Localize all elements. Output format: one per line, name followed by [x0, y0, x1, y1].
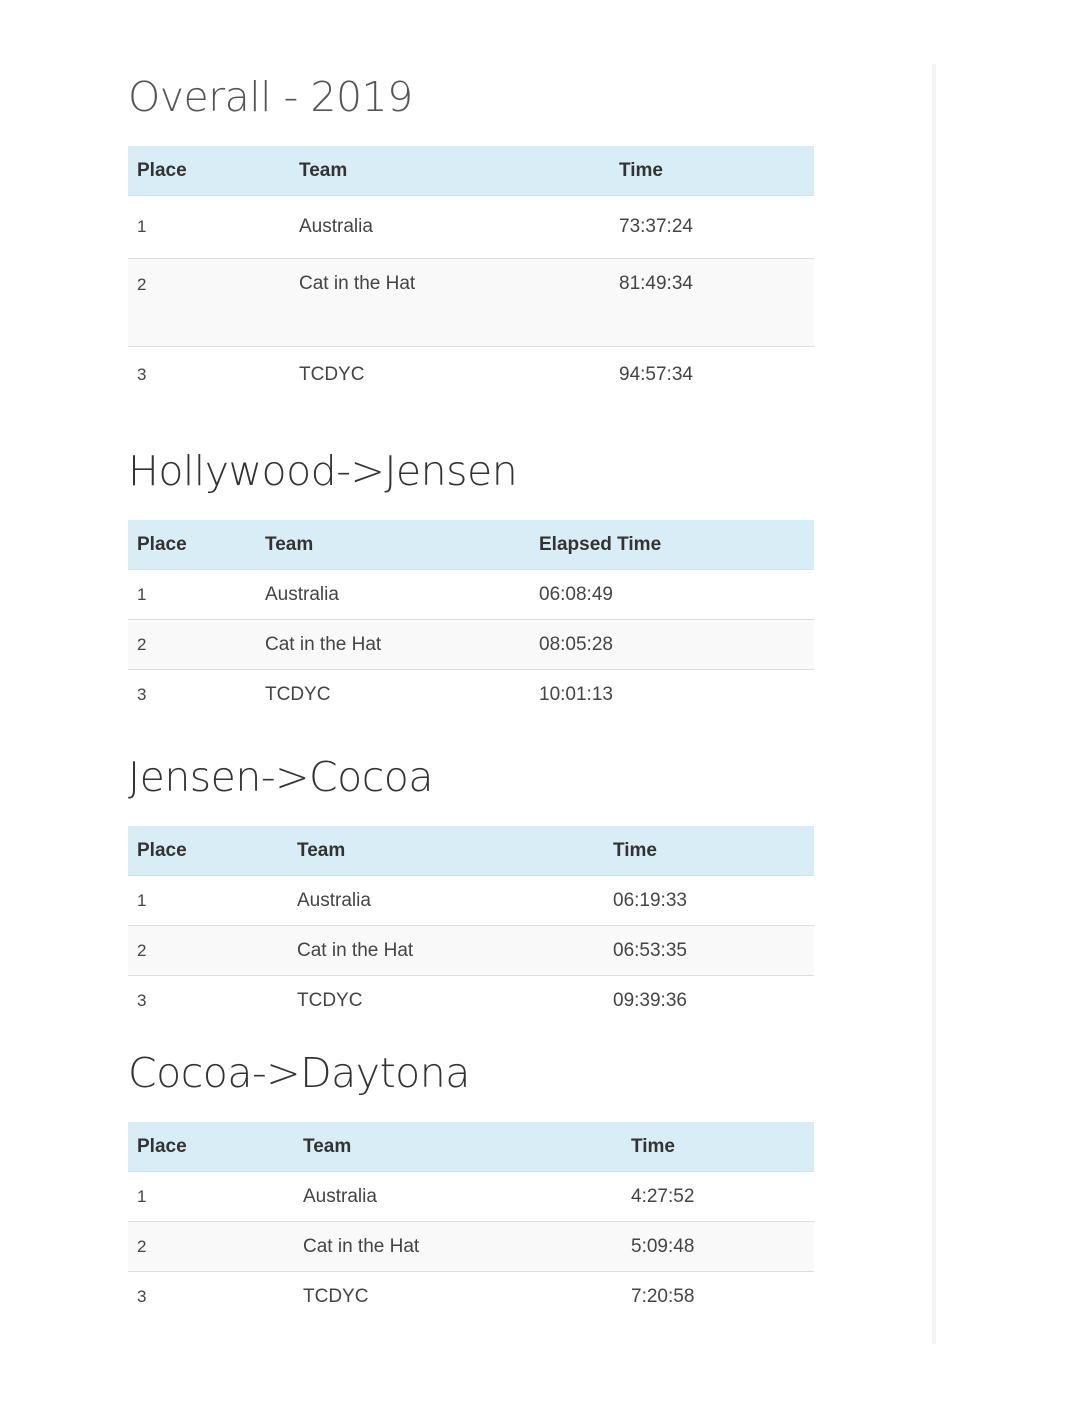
time-cell: 06:19:33: [613, 889, 687, 911]
table-header-row: [128, 146, 814, 196]
team-cell: TCDYC: [288, 976, 604, 1026]
table-row: [128, 926, 814, 976]
column-header-place: Place: [128, 146, 290, 196]
time-cell: 06:53:35: [604, 926, 814, 976]
section-title: Cocoa->Daytona: [128, 1049, 470, 1097]
team-cell: Australia: [299, 216, 373, 237]
time-cell: 81:49:34: [610, 259, 814, 347]
column-header-time: Time: [610, 146, 814, 196]
table-row: [128, 976, 814, 1026]
section-overall: [128, 72, 814, 403]
place-cell: 3: [128, 976, 288, 1026]
table-row: [128, 1272, 814, 1322]
place-cell: 1: [137, 890, 147, 910]
section-cocoa-daytona: [128, 1048, 814, 1322]
column-header-team: Team: [290, 146, 610, 196]
time-cell: 4:27:52: [631, 1185, 695, 1207]
time-cell: 08:05:28: [530, 620, 814, 670]
place-cell: 2: [128, 620, 256, 670]
team-cell: Cat in the Hat: [290, 259, 610, 347]
team-cell: Cat in the Hat: [288, 926, 604, 976]
section-title: Overall - 2019: [128, 73, 413, 121]
results-table-cocoa-daytona: [128, 1122, 814, 1322]
place-cell: 2: [128, 259, 290, 347]
team-cell: Cat in the Hat: [294, 1222, 622, 1272]
table-row: [128, 570, 814, 620]
time-cell: 73:37:24: [619, 216, 693, 237]
team-cell: TCDYC: [294, 1272, 622, 1322]
column-header-time: Time: [622, 1122, 814, 1172]
team-cell: TCDYC: [256, 670, 530, 720]
team-cell: Australia: [303, 1185, 377, 1207]
section-title: Hollywood->Jensen: [128, 447, 518, 495]
team-cell: Australia: [265, 583, 339, 605]
table-row: [128, 259, 814, 347]
column-header-team: Team: [256, 520, 530, 570]
time-cell: 5:09:48: [622, 1222, 814, 1272]
place-cell: 1: [137, 217, 147, 236]
table-header-row: [128, 520, 814, 570]
column-header-time: Time: [604, 826, 814, 876]
place-cell: 1: [137, 1186, 147, 1206]
time-cell: 94:57:34: [610, 347, 814, 403]
table-row: [128, 876, 814, 926]
table-header-row: [128, 1122, 814, 1172]
time-cell: 09:39:36: [604, 976, 814, 1026]
place-cell: 2: [128, 1222, 294, 1272]
time-cell: 7:20:58: [622, 1272, 814, 1322]
column-header-place: Place: [128, 826, 288, 876]
place-cell: 1: [137, 584, 147, 604]
team-cell: Cat in the Hat: [256, 620, 530, 670]
table-row: [128, 196, 814, 259]
place-cell: 3: [128, 1272, 294, 1322]
team-cell: Australia: [297, 889, 371, 911]
team-cell: TCDYC: [290, 347, 610, 403]
column-header-place: Place: [128, 1122, 294, 1172]
section-title: Jensen->Cocoa: [128, 753, 433, 801]
column-header-place: Place: [128, 520, 256, 570]
time-cell: 10:01:13: [530, 670, 814, 720]
table-row: [128, 1172, 814, 1222]
table-row: [128, 670, 814, 720]
results-table-hollywood-jensen: [128, 520, 814, 720]
table-row: [128, 620, 814, 670]
section-hollywood-jensen: [128, 446, 814, 720]
place-cell: 3: [128, 670, 256, 720]
time-cell: 06:08:49: [539, 583, 613, 605]
results-table-overall: [128, 146, 814, 403]
section-jensen-cocoa: [128, 752, 814, 1026]
column-header-elapsed-time: Elapsed Time: [530, 520, 814, 570]
place-cell: 2: [128, 926, 288, 976]
table-header-row: [128, 826, 814, 876]
table-row: [128, 1222, 814, 1272]
page-divider: [932, 64, 936, 1344]
place-cell: 3: [128, 347, 290, 403]
results-table-jensen-cocoa: [128, 826, 814, 1026]
table-row: [128, 347, 814, 403]
column-header-team: Team: [294, 1122, 622, 1172]
column-header-team: Team: [288, 826, 604, 876]
